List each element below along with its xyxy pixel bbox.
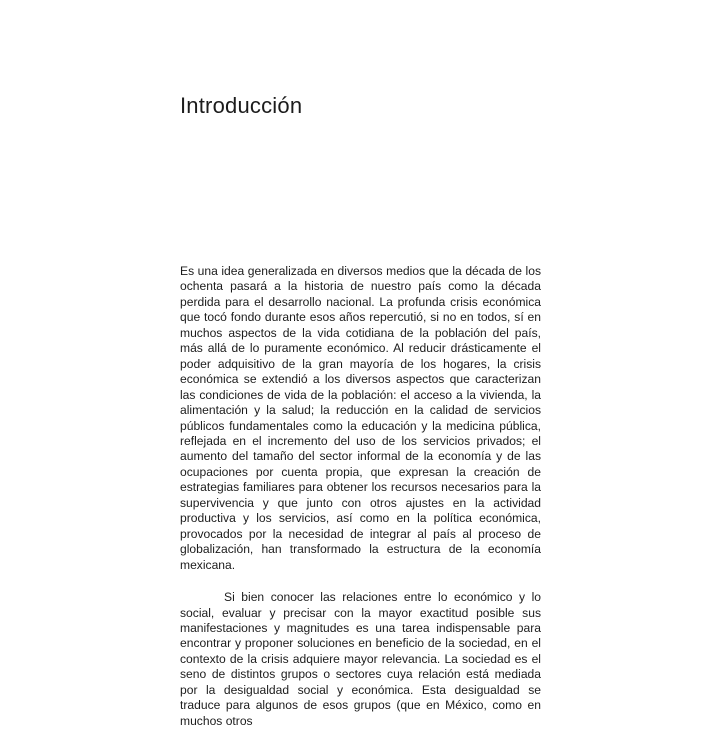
- page-title: Introducción: [180, 93, 303, 118]
- paragraph-2: Si bien conocer las relaciones entre lo económico y lo social, evaluar y precisar con la mayor exactitud posible sus manifestaciones y magnitudes es una tarea indispensable para encontrar y proponer soluciones en beneficio de la sociedad, en el contexto de la crisis adquiere mayor relevancia. La sociedad es el seno de distintos grupos o sectores cuya relación está mediada por la desigualdad social y económica. Esta desigualdad se traduce para algunos de esos grupos (que en México, como en muchos otros: [180, 590, 541, 728]
- paragraph-1: Es una idea generalizada en diversos medios que la década de los ochenta pasará a la historia de nuestro país como la década perdida para el desarrollo nacional. La profunda crisis económica que tocó fondo durante esos años repercutió, si no en todos, sí en muchos aspectos de la vida cotidiana de la población del país, más allá de lo puramente económico. Al reducir drásticamente el poder adquisitivo de la gran mayoría de los hogares, la crisis económica se extendió a los diversos aspectos que caracterizan las condiciones de vida de la población: el acceso a la vivienda, la alimentación y la salud; la reducción en la calidad de servicios públicos fundamentales como la educación y la medicina pública, reflejada en el incremento del uso de los servicios privados; el aumento del tamaño del sector informal de la economía y de las ocupaciones por cuenta propia, que expresan la creación de estrategias familiares para obtener los recursos necesarios para la supervivencia y que junto con otros ajustes en la actividad productiva y los servicios, así como en la política económica, provocados por la necesidad de integrar al país al proceso de globalización, han transformado la estructura de la economía mexicana.: [180, 264, 541, 572]
- body-text: [180, 264, 541, 729]
